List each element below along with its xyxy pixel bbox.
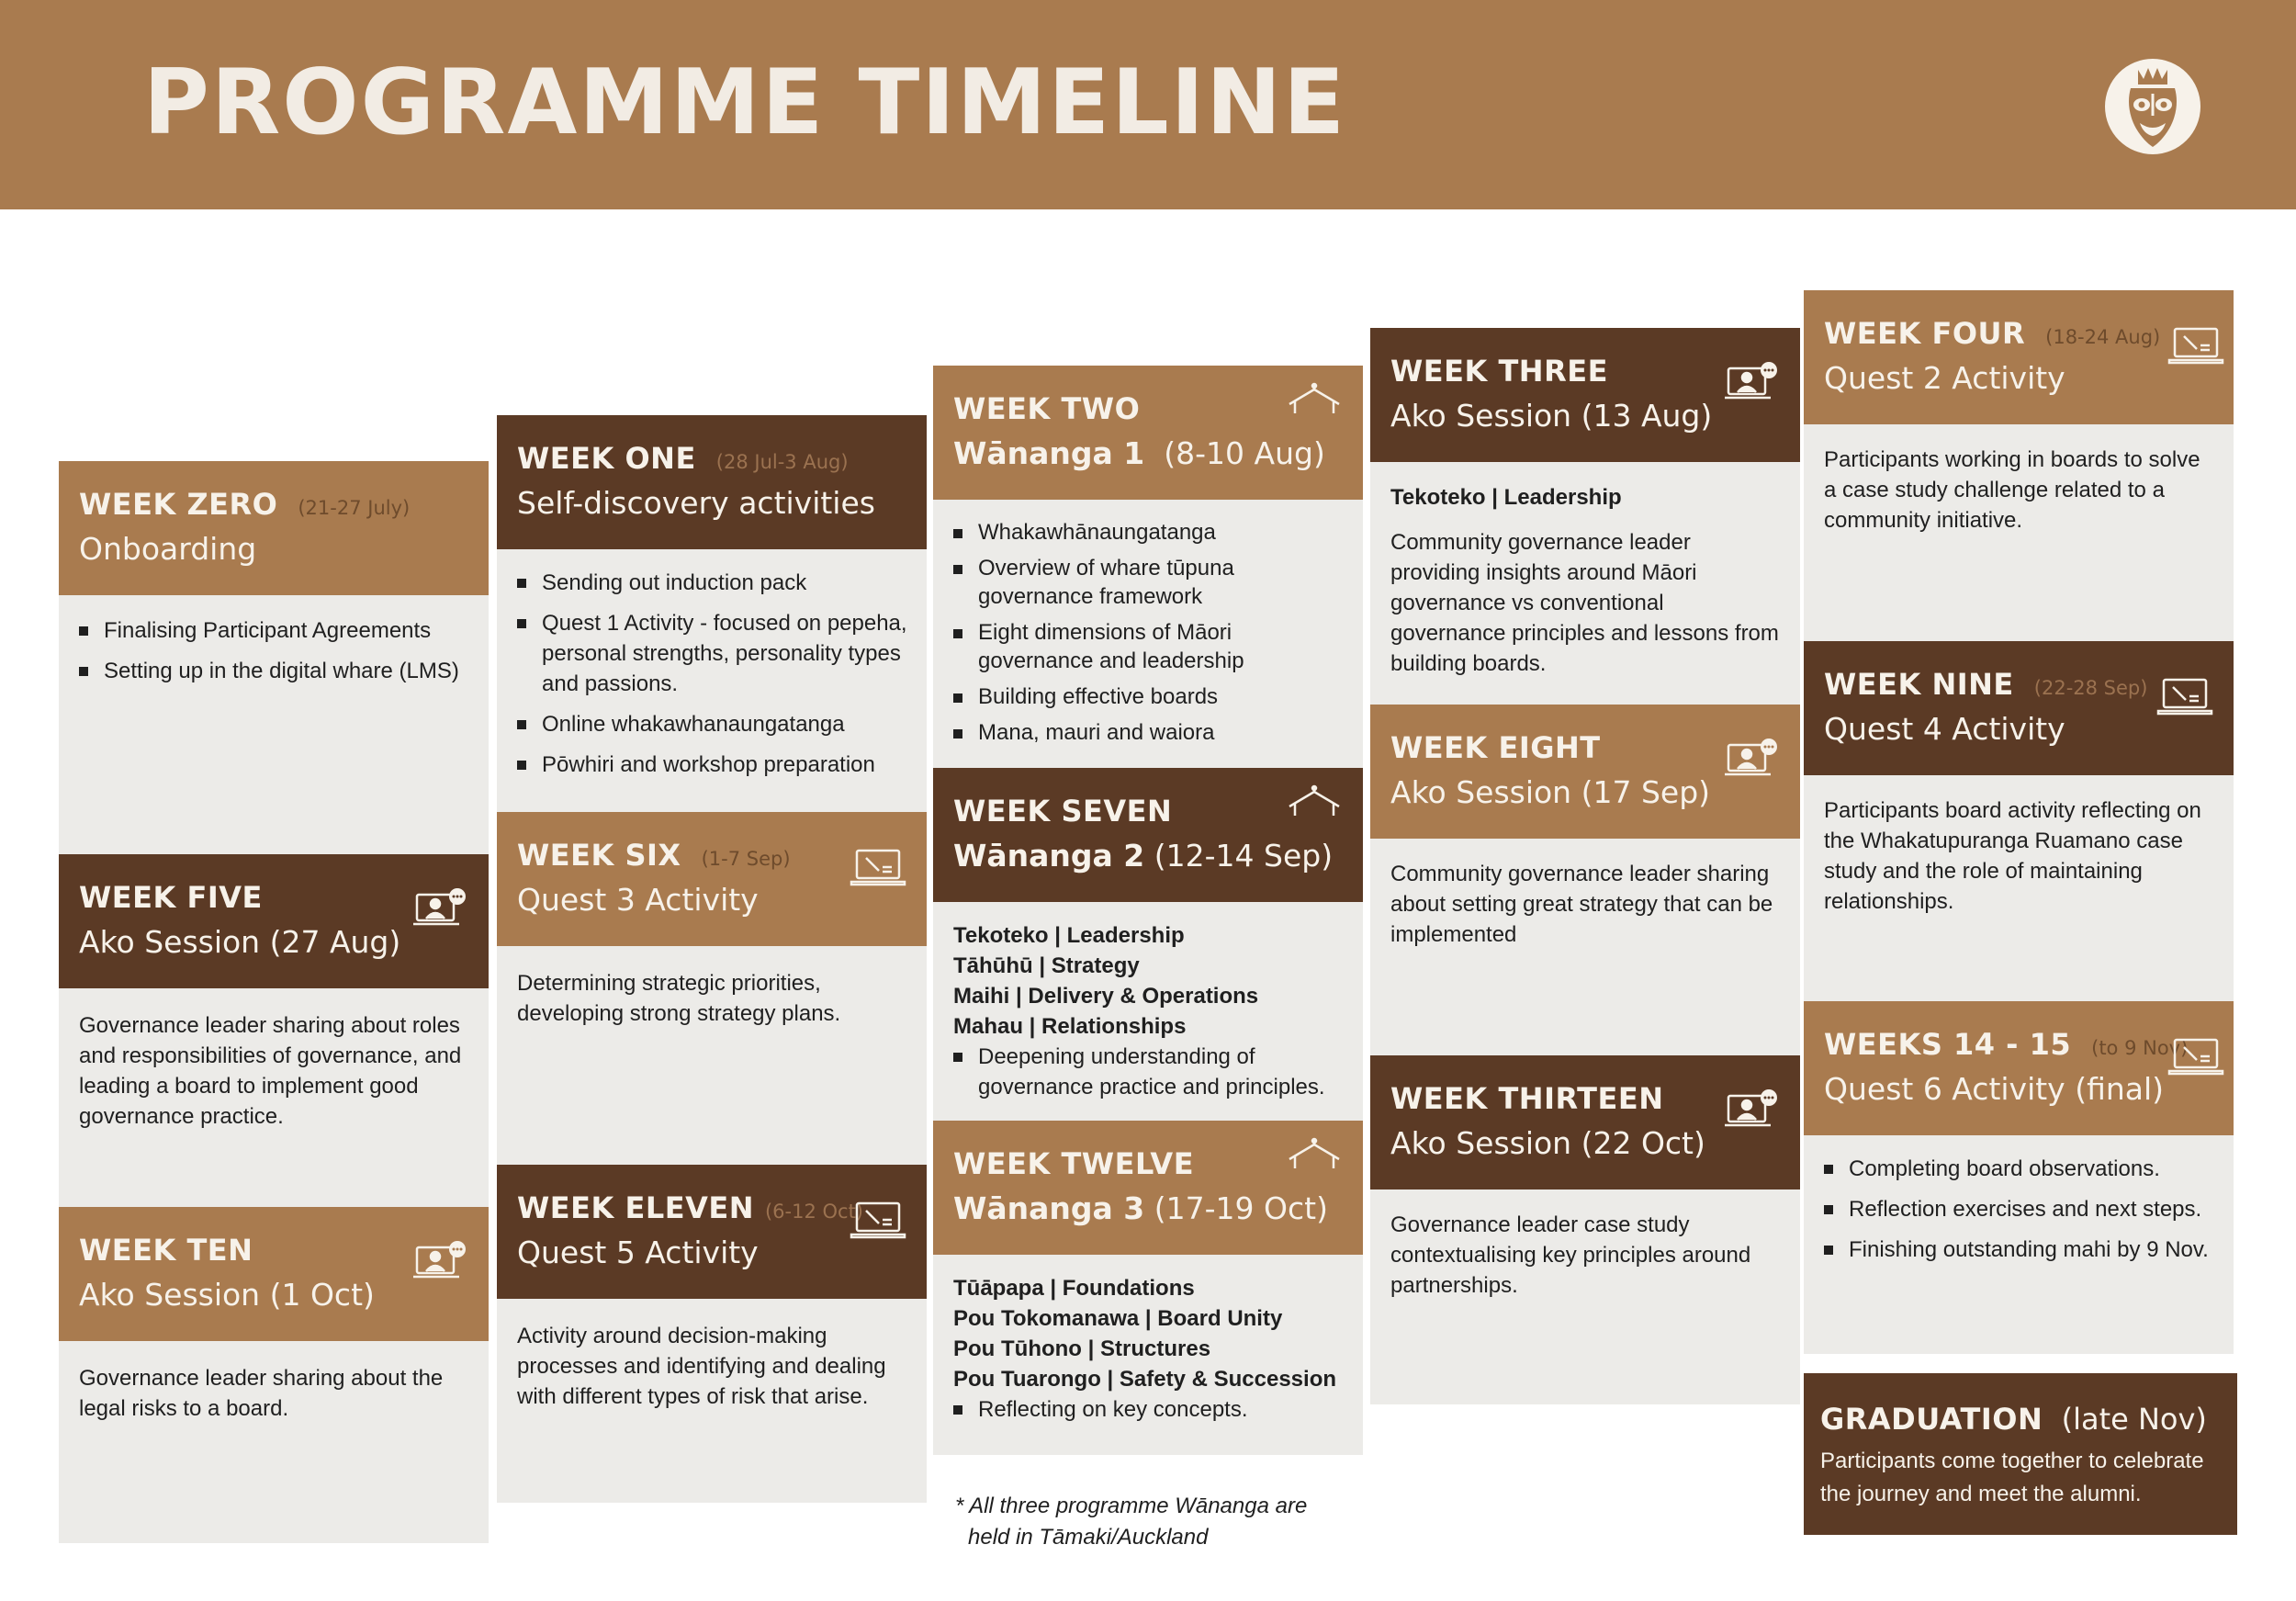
pou-line: Mahau | Relationships [953,1014,1187,1039]
card-body [1370,462,1800,679]
card-body [497,549,927,790]
week-title: WEEK ZERO [79,487,278,522]
card-body [59,1341,489,1424]
week-subtitle: Ako Session (27 Aug) [79,924,401,960]
card-body [933,500,1363,754]
weeks-fourteen-fifteen-card [1804,1001,2234,1354]
wananga-dates: (8-10 Aug) [1164,435,1325,471]
laptop-icon [2167,323,2224,367]
week-title: WEEK FIVE [79,880,263,915]
pou-line: Tūāpapa | Foundations [953,1276,1195,1301]
list-item: Quest 1 Activity - focused on pepeha, personal strengths, personality types and passions. [517,608,908,699]
online-meeting-icon [1723,361,1780,405]
list-item: Setting up in the digital whare (LMS) [79,656,470,686]
pou-line: Tekoteko | Leadership [1390,485,1622,510]
pou-line: Tāhūhū | Strategy [953,953,1140,978]
week-dates: (6-12 Oct) [764,1201,863,1223]
page-title: PROGRAMME TIMELINE [143,51,1347,155]
list-item: Mana, mauri and waiora [953,718,1345,747]
week-subtitle: Quest 2 Activity [1824,360,2065,396]
online-meeting-icon [1723,738,1780,782]
wananga-dates: (17-19 Oct) [1154,1190,1328,1226]
list-item: Overview of whare tūpuna governance framework [953,554,1345,611]
week-title: WEEK TWO [953,391,1141,426]
card-text: Participants working in boards to solve a case study challenge related to a community initiative. [1824,447,2200,533]
marae-roof-icon [1286,1135,1343,1179]
week-ten-card [59,1207,489,1543]
week-dates: (22-28 Sep) [2033,677,2148,699]
list-item: Completing board observations. [1824,1154,2215,1184]
pou-line: Tekoteko | Leadership [953,923,1185,948]
week-title: WEEK TEN [79,1233,253,1268]
week-title: WEEKS 14 - 15 [1824,1027,2072,1062]
week-four-card [1804,290,2234,641]
header-banner [0,0,2296,209]
week-dates: (21-27 July) [298,497,411,519]
card-header [1370,1055,1800,1189]
card-text: Governance leader sharing about roles and responsibilities of governance, and leading a board to implement good governance practice. [79,1013,462,1129]
week-title: WEEK TWELVE [953,1146,1195,1181]
week-seven-card [933,768,1363,1121]
card-text: Governance leader sharing about the legal risks to a board. [79,1366,444,1421]
list-item: Eight dimensions of Māori governance and leadership [953,618,1345,675]
week-dates: (28 Jul-3 Aug) [715,451,849,473]
card-header [1804,1001,2234,1135]
card-body [1370,1189,1800,1301]
list-item: Whakawhānaungatanga [953,518,1345,547]
card-body [59,988,489,1132]
card-text: Participants board activity reflecting on the Whakatupuranga Ruamano case study and the role of maintaining relationships. [1824,798,2201,914]
pou-line: Pou Tokomanawa | Board Unity [953,1306,1283,1331]
wananga-label: Wānanga 2 [953,838,1145,874]
card-body [933,902,1363,1112]
week-nine-card [1804,641,2234,1001]
online-meeting-icon [411,1240,468,1284]
week-dates: (18-24 Aug) [2045,326,2161,348]
week-subtitle: Self-discovery activities [517,485,875,521]
list-item: Online whakawhanaungatanga [517,709,908,739]
week-one-card [497,415,927,812]
wananga-dates: (12-14 Sep) [1154,838,1334,874]
pou-line: Pou Tūhono | Structures [953,1336,1211,1361]
tiki-face-logo-icon [2103,57,2202,156]
card-body [497,1299,927,1412]
graduation-title: GRADUATION [1820,1402,2043,1437]
week-title: WEEK NINE [1824,667,2014,702]
week-subtitle: Quest 6 Activity (final) [1824,1071,2165,1107]
wananga-label: Wānanga 1 [953,435,1145,471]
week-subtitle: Onboarding [79,531,257,567]
laptop-icon [850,1198,906,1242]
week-thirteen-card [1370,1055,1800,1404]
week-subtitle: Ako Session (17 Sep) [1390,774,1711,810]
card-header [933,366,1363,500]
week-subtitle: Quest 5 Activity [517,1235,759,1270]
week-dates: (to 9 Nov) [2091,1037,2189,1059]
card-body [1370,839,1800,950]
card-header [1804,641,2234,775]
list-item: Building effective boards [953,682,1345,711]
list-item: Reflection exercises and next steps. [1824,1194,2215,1224]
online-meeting-icon [411,887,468,931]
card-header [59,854,489,988]
week-subtitle: Quest 3 Activity [517,882,759,918]
card-body [497,946,927,1029]
footnote-line: * All three programme Wānanga are [955,1494,1308,1518]
week-twelve-card [933,1121,1363,1455]
list-item: Pōwhiri and workshop preparation [517,750,908,780]
week-title: WEEK THREE [1390,354,1608,389]
laptop-icon [2156,674,2213,718]
week-dates: (1-7 Sep) [701,848,791,870]
week-subtitle: Ako Session (1 Oct) [79,1277,375,1313]
card-header [1370,328,1800,462]
online-meeting-icon [1723,1088,1780,1133]
footnote [955,1491,1307,1553]
card-body [1804,1135,2234,1275]
list-item: Finalising Participant Agreements [79,615,470,646]
week-subtitle: Ako Session (13 Aug) [1390,398,1713,434]
laptop-icon [2167,1034,2224,1078]
card-body [1804,775,2234,917]
pou-line: Pou Tuarongo | Safety & Succession [953,1367,1337,1392]
card-text: Community governance leader providing insights around Māori governance vs conventional governance principles and lessons from building boards. [1390,530,1779,676]
week-title: WEEK ONE [517,441,696,476]
week-six-card [497,812,927,1165]
pou-line: Maihi | Delivery & Operations [953,984,1259,1009]
graduation-card [1804,1373,2237,1535]
card-text: Governance leader case study contextualising key principles around partnerships. [1390,1212,1751,1298]
card-text: Community governance leader sharing about setting great strategy that can be implemented [1390,862,1773,947]
week-eight-card [1370,705,1800,1055]
week-title: WEEK SIX [517,838,681,873]
card-header [497,1165,927,1299]
week-title: WEEK FOUR [1824,316,2026,351]
week-five-card [59,854,489,1207]
week-title: WEEK EIGHT [1390,730,1601,765]
card-header [497,812,927,946]
week-title: WEEK THIRTEEN [1390,1081,1664,1116]
week-zero-card [59,461,489,854]
marae-roof-icon [1286,380,1343,424]
card-body [59,595,489,696]
card-header [933,1121,1363,1255]
card-header [497,415,927,549]
card-body [933,1255,1363,1435]
card-header [1370,705,1800,839]
graduation-when: (late Nov) [2061,1402,2207,1437]
list-item: Deepening understanding of governance practice and principles. [953,1042,1345,1102]
card-body [1804,424,2234,536]
list-item: Sending out induction pack [517,568,908,598]
list-item: Reflecting on key concepts. [953,1394,1345,1425]
card-text: Activity around decision-making processes and identifying and dealing with different types of risk that arise. [517,1324,886,1409]
week-subtitle: Quest 4 Activity [1824,711,2065,747]
footnote-line: held in Tāmaki/Auckland [968,1525,1209,1550]
card-header [59,461,489,595]
week-eleven-card [497,1165,927,1503]
graduation-text: Participants come together to celebrate the journey and meet the alumni. [1820,1449,2204,1506]
card-header [1804,290,2234,424]
week-title: WEEK ELEVEN [517,1190,754,1225]
list-item: Finishing outstanding mahi by 9 Nov. [1824,1235,2215,1265]
marae-roof-icon [1286,783,1343,827]
card-text: Determining strategic priorities, developing strong strategy plans. [517,971,841,1026]
card-header [59,1207,489,1341]
week-two-card [933,366,1363,768]
card-header [933,768,1363,902]
laptop-icon [850,845,906,889]
week-title: WEEK SEVEN [953,794,1173,829]
week-subtitle: Ako Session (22 Oct) [1390,1125,1705,1161]
wananga-label: Wānanga 3 [953,1190,1145,1226]
week-three-card [1370,328,1800,705]
